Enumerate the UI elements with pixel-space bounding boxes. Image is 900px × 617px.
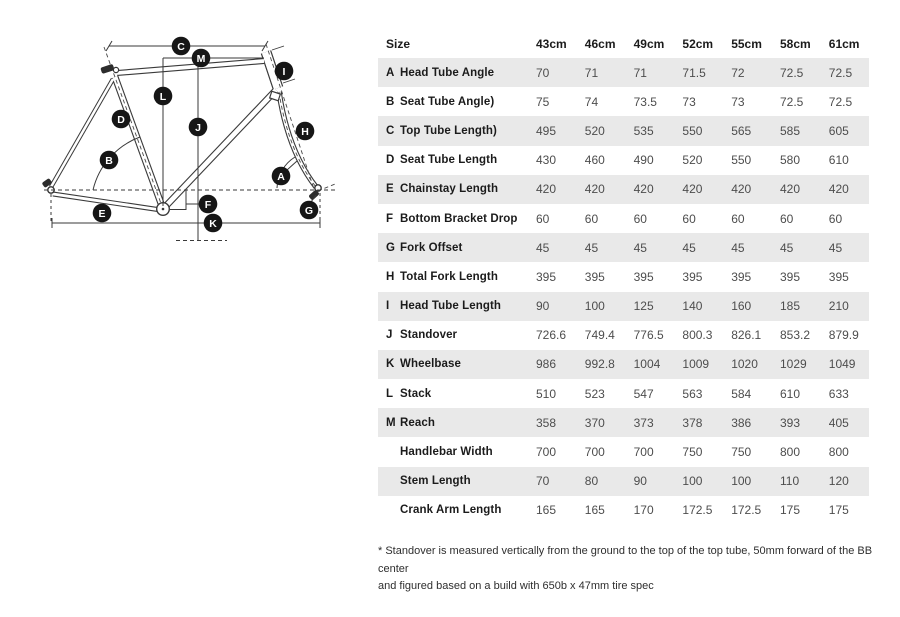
measurement-name: Stem Length — [400, 475, 471, 488]
measurement-value: 71.5 — [682, 65, 706, 80]
measurement-value: 45 — [828, 240, 843, 255]
measurement-name: Wheelbase — [400, 358, 461, 371]
measurement-name: Chainstay Length — [400, 183, 499, 196]
measurement-value: 776.5 — [633, 328, 664, 343]
measurement-value: 358 — [536, 415, 557, 430]
geometry-marker-letter: F — [204, 198, 212, 211]
measurement-value: 420 — [828, 182, 849, 197]
geometry-marker-L — [154, 87, 173, 106]
footnote-line-2: and figured based on a build with 650b x 47mm tire spec — [378, 580, 654, 592]
table-header-row — [378, 30, 869, 58]
measurement-value: 73 — [731, 94, 745, 109]
measurement-value: 800.3 — [682, 328, 713, 343]
measurement-value: 373 — [633, 415, 654, 430]
measurement-value: 520 — [682, 153, 703, 168]
table-row-D — [378, 146, 869, 175]
row-letter: B — [386, 95, 395, 108]
table-row-G — [378, 233, 869, 262]
measurement-value: 460 — [584, 153, 605, 168]
measurement-value: 1020 — [731, 357, 758, 372]
measurement-value: 72.5 — [828, 94, 853, 109]
measurement-value: 45 — [633, 240, 647, 255]
measurement-value: 71 — [584, 65, 599, 80]
measurement-value: 60 — [779, 211, 794, 226]
measurement-name: Fork Offset — [400, 241, 463, 254]
measurement-value: 749.4 — [584, 328, 615, 343]
measurement-value: 74 — [584, 94, 599, 109]
measurement-value: 490 — [633, 153, 654, 168]
measurement-value: 140 — [682, 299, 703, 314]
measurement-value: 75 — [536, 94, 550, 109]
measurement-value: 60 — [731, 211, 745, 226]
measurement-value: 60 — [828, 211, 843, 226]
measurement-value: 420 — [633, 182, 654, 197]
standover-footnote — [378, 543, 878, 596]
row-letter: M — [386, 416, 396, 429]
measurement-value: 395 — [828, 269, 849, 284]
measurement-value: 90 — [536, 299, 550, 314]
measurement-value: 563 — [682, 386, 703, 401]
measurement-value: 72.5 — [779, 94, 804, 109]
measurement-value: 125 — [633, 299, 654, 314]
geometry-table — [378, 30, 869, 525]
measurement-name: Head Tube Angle — [400, 66, 495, 79]
geometry-marker-C — [172, 37, 191, 56]
measurement-value: 420 — [779, 182, 801, 197]
geometry-marker-H — [296, 122, 315, 141]
geometry-marker-letter: K — [209, 217, 217, 230]
row-letter: F — [386, 212, 394, 225]
geometry-marker-G — [300, 201, 319, 220]
measurement-value: 60 — [682, 211, 696, 226]
measurement-value: 610 — [828, 153, 849, 168]
measurement-value: 1009 — [682, 357, 710, 372]
geometry-marker-M — [192, 49, 211, 68]
measurement-value: 986 — [536, 357, 557, 372]
table-row-crank-arm-length — [378, 496, 869, 525]
measurement-value: 700 — [584, 445, 605, 460]
measurement-value: 420 — [731, 182, 752, 197]
measurement-value: 45 — [536, 240, 550, 255]
geometry-marker-letter: G — [304, 204, 314, 217]
measurement-name: Head Tube Length — [400, 300, 502, 313]
measurement-value: 45 — [731, 240, 745, 255]
geometry-marker-letter: E — [98, 207, 106, 220]
measurement-value: 100 — [731, 474, 752, 489]
row-letter: H — [386, 270, 395, 283]
seat-clamp-bolt-icon — [113, 67, 118, 72]
geometry-marker-letter: B — [105, 154, 113, 167]
measurement-value: 395 — [633, 269, 654, 284]
measurement-value: 700 — [536, 445, 557, 460]
measurement-name: Standover — [400, 329, 458, 342]
size-column-header: Size — [386, 37, 411, 51]
measurement-value: 826.1 — [731, 328, 762, 343]
measurement-value: 100 — [584, 299, 605, 314]
bike-frame-geometry-diagram — [0, 0, 375, 300]
measurement-value: 1049 — [828, 357, 856, 372]
measurement-value: 80 — [584, 474, 599, 489]
measurement-value: 60 — [536, 211, 550, 226]
measurement-value: 170 — [633, 503, 654, 518]
geometry-marker-letter: H — [301, 125, 309, 138]
table-row-I — [378, 292, 869, 321]
geometry-marker-A — [272, 167, 291, 186]
geometry-marker-letter: D — [117, 113, 125, 126]
measurement-value: 550 — [731, 153, 752, 168]
measurement-value: 853.2 — [779, 328, 811, 343]
measurement-value: 585 — [779, 123, 801, 138]
row-letter: G — [386, 241, 395, 254]
measurement-value: 395 — [584, 269, 605, 284]
geometry-marker-letter: L — [159, 90, 167, 103]
measurement-value: 800 — [828, 445, 849, 460]
measurement-value: 992.8 — [584, 357, 615, 372]
size-header-43cm: 43cm — [536, 37, 567, 51]
measurement-value: 393 — [779, 415, 801, 430]
table-row-M — [378, 408, 869, 437]
measurement-value: 750 — [731, 445, 752, 460]
measurement-value: 72.5 — [779, 65, 804, 80]
geometry-marker-E — [93, 204, 112, 223]
row-letter: E — [386, 183, 394, 196]
measurement-value: 580 — [779, 153, 801, 168]
measurement-value: 165 — [584, 503, 605, 518]
measurement-value: 100 — [682, 474, 703, 489]
table-row-F — [378, 204, 869, 233]
measurement-value: 395 — [779, 269, 801, 284]
measurement-value: 175 — [828, 503, 849, 518]
table-row-handlebar-width — [378, 437, 869, 466]
measurement-value: 70 — [536, 65, 550, 80]
measurement-value: 70 — [536, 474, 550, 489]
measurement-value: 523 — [584, 386, 605, 401]
row-letter: C — [386, 124, 395, 137]
measurement-name: Seat Tube Length — [400, 154, 498, 167]
table-row-L — [378, 379, 869, 408]
measurement-value: 160 — [731, 299, 752, 314]
measurement-value: 210 — [828, 299, 849, 314]
measurement-value: 750 — [682, 445, 703, 460]
measurement-value: 610 — [779, 386, 801, 401]
measurement-value: 420 — [682, 182, 703, 197]
measurement-value: 395 — [536, 269, 557, 284]
measurement-value: 605 — [828, 123, 849, 138]
measurement-name: Handlebar Width — [400, 446, 493, 459]
measurement-value: 547 — [633, 386, 654, 401]
measurement-value: 420 — [536, 182, 557, 197]
geometry-marker-letter: C — [177, 40, 185, 53]
row-letter: L — [386, 387, 394, 400]
geometry-marker-letter: M — [196, 52, 206, 65]
measurement-name: Top Tube Length) — [400, 124, 497, 137]
measurement-value: 45 — [779, 240, 794, 255]
measurement-value: 378 — [682, 415, 703, 430]
size-header-61cm: 61cm — [828, 37, 860, 51]
size-header-46cm: 46cm — [584, 37, 616, 51]
measurement-value: 120 — [828, 474, 849, 489]
measurement-name: Total Fork Length — [400, 270, 498, 283]
geometry-marker-D — [112, 110, 131, 129]
measurement-value: 45 — [584, 240, 599, 255]
measurement-value: 395 — [682, 269, 703, 284]
measurement-value: 110 — [779, 474, 800, 489]
measurement-value: 386 — [731, 415, 752, 430]
measurement-value: 584 — [731, 386, 752, 401]
size-header-58cm: 58cm — [779, 37, 811, 51]
measurement-value: 520 — [584, 123, 605, 138]
measurement-value: 72 — [731, 65, 745, 80]
table-row-J — [378, 321, 869, 350]
measurement-value: 370 — [584, 415, 605, 430]
measurement-value: 565 — [731, 123, 752, 138]
geometry-marker-I — [275, 62, 294, 81]
row-letter: J — [386, 329, 393, 342]
measurement-name: Stack — [400, 387, 432, 400]
measurement-value: 1004 — [633, 357, 661, 372]
measurement-value: 420 — [584, 182, 605, 197]
measurement-value: 73.5 — [633, 94, 657, 109]
measurement-value: 535 — [633, 123, 654, 138]
measurement-name: Seat Tube Angle) — [400, 95, 495, 108]
measurement-value: 165 — [536, 503, 557, 518]
measurement-name: Crank Arm Length — [400, 504, 502, 517]
row-letter: K — [386, 358, 395, 371]
measurement-value: 1029 — [779, 357, 807, 372]
measurement-value: 495 — [536, 123, 557, 138]
row-letter: A — [386, 66, 395, 79]
measurement-name: Reach — [400, 416, 436, 429]
measurement-name: Bottom Bracket Drop — [400, 212, 518, 225]
seat-clamp-icon — [100, 64, 114, 74]
table-row-E — [378, 175, 869, 204]
measurement-value: 45 — [682, 240, 696, 255]
table-row-K — [378, 350, 869, 379]
size-header-49cm: 49cm — [633, 37, 665, 51]
measurement-value: 430 — [536, 153, 557, 168]
measurement-value: 395 — [731, 269, 752, 284]
geometry-marker-K — [204, 214, 223, 233]
geometry-marker-B — [100, 151, 119, 170]
measurement-value: 405 — [828, 415, 849, 430]
measurement-value: 172.5 — [731, 503, 762, 518]
measurement-value: 185 — [779, 299, 801, 314]
measurement-value: 72.5 — [828, 65, 853, 80]
table-row-stem-length — [378, 467, 869, 496]
geometry-marker-letter: I — [282, 65, 286, 78]
geometry-marker-F — [199, 195, 218, 214]
measurement-value: 879.9 — [828, 328, 859, 343]
row-letter: D — [386, 154, 395, 167]
geometry-marker-letter: J — [195, 121, 201, 134]
measurement-value: 73 — [682, 94, 696, 109]
measurement-value: 71 — [633, 65, 647, 80]
footnote-line-1: * Standover is measured vertically from the ground to the top of the top tube, 50mm forward of the BB center — [378, 545, 873, 575]
measurement-value: 172.5 — [682, 503, 713, 518]
measurement-value: 510 — [536, 386, 557, 401]
size-header-55cm: 55cm — [731, 37, 762, 51]
table-row-B — [378, 87, 869, 116]
measurement-value: 726.6 — [536, 328, 567, 343]
measurement-value: 800 — [779, 445, 801, 460]
geometry-marker-letter: A — [277, 170, 285, 183]
measurement-value: 550 — [682, 123, 703, 138]
row-letter: I — [386, 300, 390, 313]
measurement-value: 175 — [779, 503, 801, 518]
measurement-value: 60 — [584, 211, 599, 226]
geometry-marker-J — [189, 118, 208, 137]
measurement-value: 90 — [633, 474, 647, 489]
table-row-C — [378, 116, 869, 145]
measurement-value: 700 — [633, 445, 654, 460]
measurement-value: 60 — [633, 211, 647, 226]
table-row-H — [378, 262, 869, 291]
size-header-52cm: 52cm — [682, 37, 714, 51]
table-row-A — [378, 58, 869, 87]
measurement-value: 633 — [828, 386, 849, 401]
